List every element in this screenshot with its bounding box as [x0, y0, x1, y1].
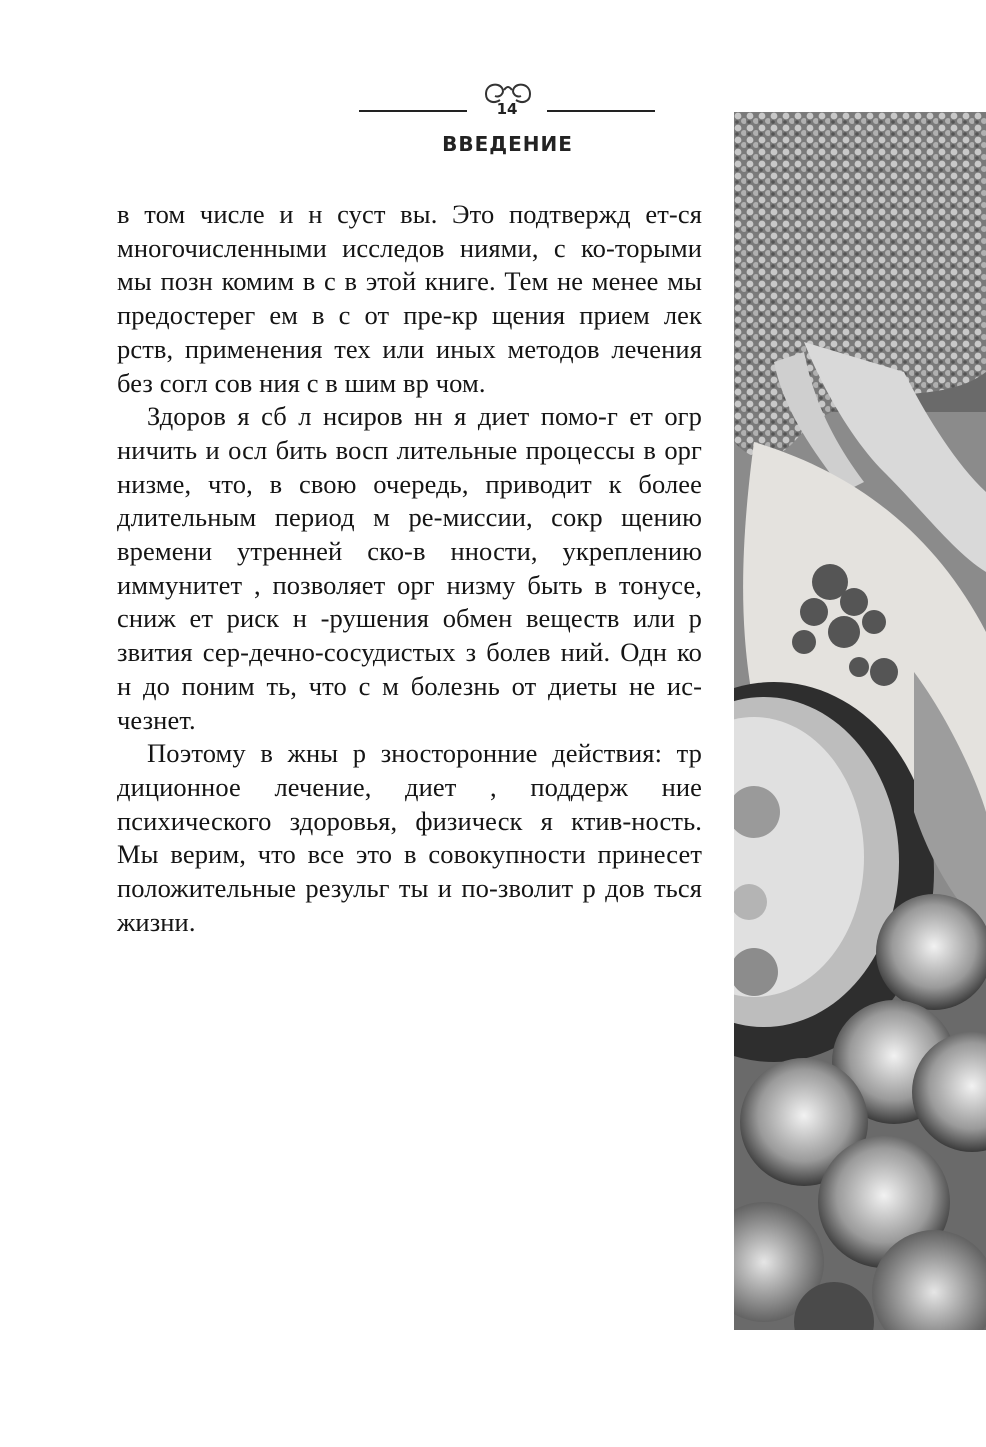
page-header: [355, 72, 660, 172]
paragraph-3: Поэтому в жны р зносторонние действия: тр диционное лечение, диет , поддерж ние психического здоровья, физическ я ктив-ность. Мы верим, что все это в совокупности принесет положительные резульг ты и по-зволит р дов ться жизни.: [117, 738, 702, 937]
body-text: [117, 198, 702, 939]
page-number: 14: [496, 100, 518, 118]
paragraph-2: Здоров я сб л нсиров нн я диет помо-г ет огр ничить и осл бить восп лительные процессы в орг низме, что, в свою очередь, приводит к более длительным период м ре-миссии, сокр щению времени утренней ско-в нности, укреплению иммунитет , позволяет орг низму быть в тонусе, сниж ет риск н -рушения обмен веществ или р звития сер-дечно-сосудистых з болев ний. Одн ко н до поним ть, что с м болезнь от диеты не ис-чезнет.: [117, 401, 702, 735]
paragraph-1: в том числе и н суст вы. Это подтвержд ет-ся многочисленными исследов ниями, с ко-торыми мы позн комим в с в этой книге. Тем не менее мы предостерег ем в с от пре-кр щения прием лек рств, применения тех или иных методов лечения без согл сов ния с в шим вр чом.: [117, 199, 702, 398]
header-rule-right: [547, 110, 655, 112]
section-title: ВВЕДЕНИЕ: [442, 132, 573, 156]
vegetables-photo: [734, 112, 986, 1330]
header-rule-left: [359, 110, 467, 112]
